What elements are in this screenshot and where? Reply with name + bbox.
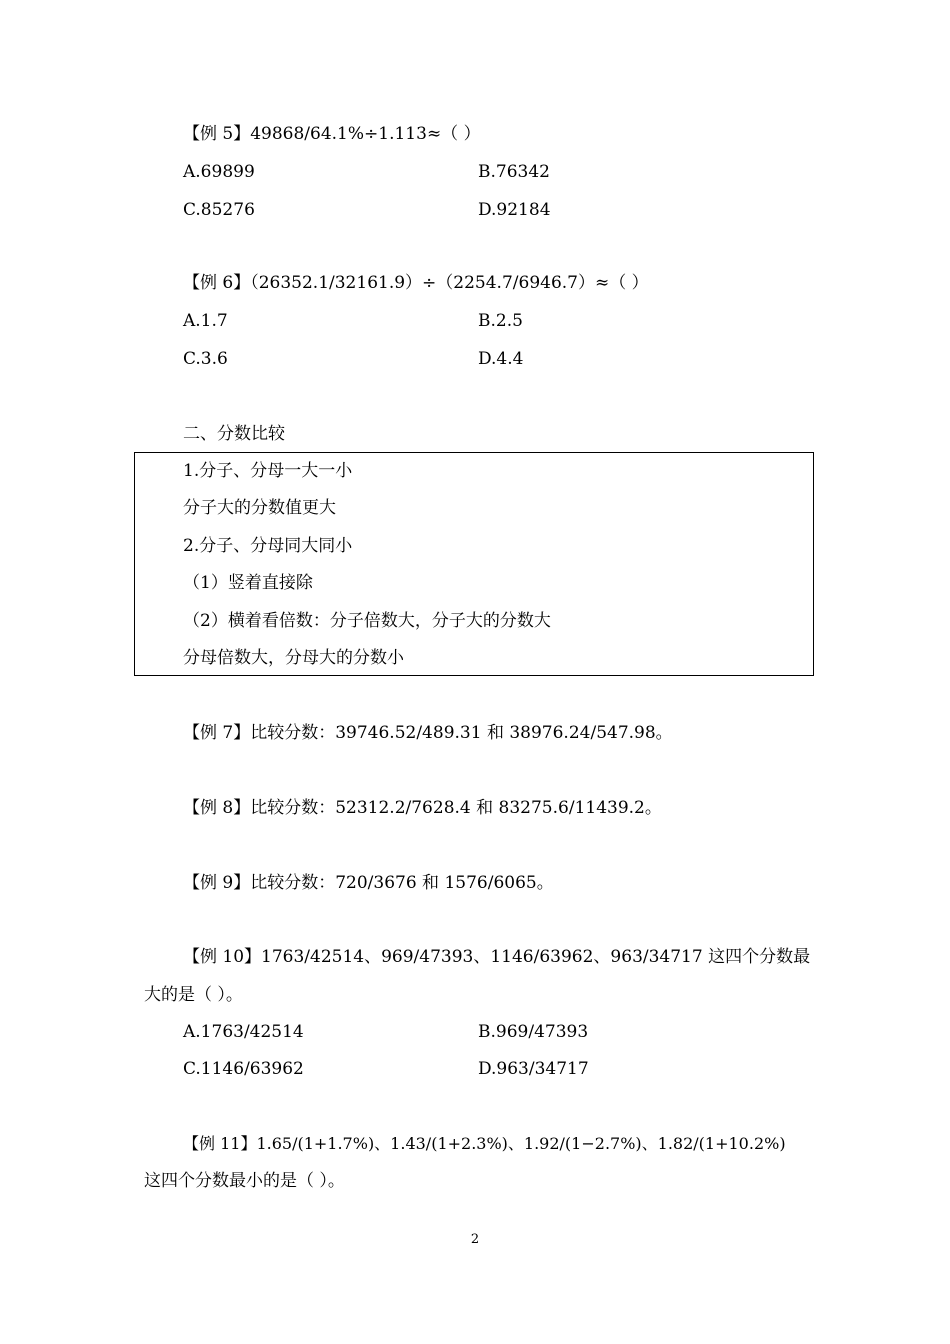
- example-5-option-a: A.69899: [183, 162, 255, 182]
- example-6-question: 【例 6】（26352.1/32161.9）÷（2254.7/6946.7）≈（ ）: [183, 273, 649, 293]
- tips-line-3: 2.分子、分母同大同小: [183, 536, 353, 556]
- tips-line-5: （2）横着看倍数：分子倍数大，分子大的分数大: [183, 611, 551, 631]
- page-number: 2: [470, 1232, 480, 1247]
- example-5-option-b: B.76342: [478, 162, 550, 182]
- example-8-question: 【例 8】比较分数：52312.2/7628.4 和 83275.6/11439.2。: [183, 798, 662, 818]
- example-9-question: 【例 9】比较分数：720/3676 和 1576/6065。: [183, 873, 554, 893]
- example-5-option-d: D.92184: [478, 200, 551, 220]
- tips-box: [134, 452, 814, 676]
- tips-line-4: （1）竖着直接除: [183, 573, 313, 593]
- section-title: 二、分数比较: [183, 424, 285, 444]
- example-10-option-a: A.1763/42514: [183, 1022, 304, 1042]
- example-5-question: 【例 5】49868/64.1%÷1.113≈（ ）: [183, 124, 481, 144]
- example-6-option-a: A.1.7: [183, 311, 228, 331]
- example-11-question-line-1: 【例 11】1.65/(1+1.7%)、1.43/(1+2.3%)、1.92/(1−2.7%)、1.82/(1+10.2%): [183, 1134, 786, 1153]
- example-10-question-line-1: 【例 10】1763/42514、969/47393、1146/63962、963/34717 这四个分数最: [183, 947, 811, 967]
- example-5-option-c: C.85276: [183, 200, 255, 220]
- example-11-question-line-2: 这四个分数最小的是（ ）。: [144, 1171, 345, 1191]
- example-6-option-b: B.2.5: [478, 311, 523, 331]
- example-10-option-c: C.1146/63962: [183, 1059, 304, 1079]
- tips-line-1: 1.分子、分母一大一小: [183, 461, 353, 481]
- example-10-question-line-2: 大的是（ ）。: [144, 985, 243, 1005]
- example-10-option-d: D.963/34717: [478, 1059, 589, 1079]
- tips-line-6: 分母倍数大，分母大的分数小: [183, 648, 404, 668]
- example-6-option-c: C.3.6: [183, 349, 228, 369]
- example-10-option-b: B.969/47393: [478, 1022, 589, 1042]
- example-6-option-d: D.4.4: [478, 349, 524, 369]
- tips-line-2: 分子大的分数值更大: [183, 498, 336, 518]
- example-7-question: 【例 7】比较分数：39746.52/489.31 和 38976.24/547.98。: [183, 723, 673, 743]
